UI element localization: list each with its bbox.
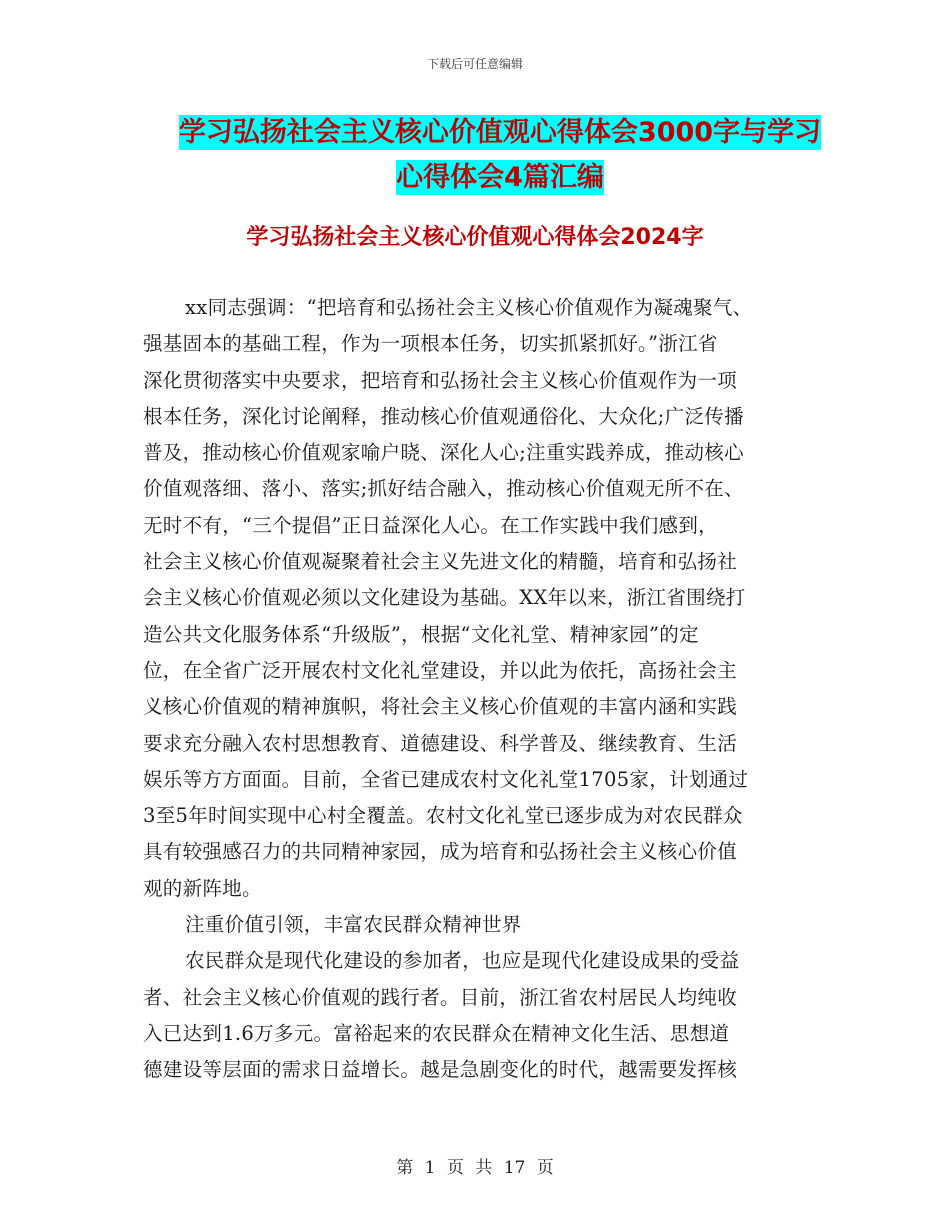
paragraph-line: 强基固本的基础工程，作为一项根本任务，切实抓紧抓好。”浙江省	[143, 332, 718, 356]
paragraph-line: 深化贯彻落实中央要求，把培育和弘扬社会主义核心价值观作为一项	[143, 368, 738, 392]
section-title: 学习弘扬社会主义核心价值观心得体会2024字	[246, 225, 704, 250]
paragraph-line: 入已达到1.6万多元。富裕起来的农民群众在精神文化生活、思想道	[143, 1021, 730, 1045]
paragraph-line: 具有较强感召力的共同精神家园，成为培育和弘扬社会主义核心价值	[143, 840, 738, 864]
paragraph-line: 要求充分融入农村思想教育、道德建设、科学普及、继续教育、生活	[143, 731, 738, 755]
header-note: 下载后可任意编辑	[426, 57, 523, 71]
title-line-2: 心得体会4篇汇编	[396, 162, 604, 193]
paragraph-line: 位，在全省广泛开展农村文化礼堂建设，并以此为依托，高扬社会主	[143, 658, 738, 682]
paragraph-line: 观的新阵地。	[143, 876, 262, 900]
paragraph-line: 普及，推动核心价值观家喻户晓、深化人心;注重实践养成，推动核心	[143, 441, 744, 465]
paragraph-line: xx同志强调：“把培育和弘扬社会主义核心价值观作为凝魂聚气、	[185, 296, 753, 319]
paragraph-line: 社会主义核心价值观凝聚着社会主义先进文化的精髓，培育和弘扬社	[143, 550, 738, 574]
section-heading: 注重价值引领，丰富农民群众精神世界	[185, 913, 522, 937]
paragraph-line: 造公共文化服务体系“升级版”，根据“文化礼堂、精神家园”的定	[143, 622, 699, 646]
paragraph-line: 德建设等层面的需求日益增长。越是急剧变化的时代，越需要发挥核	[143, 1058, 738, 1082]
paragraph-line: 根本任务，深化讨论阐释，推动核心价值观通俗化、大众化;广泛传播	[143, 404, 744, 428]
paragraph-line: 价值观落细、落小、落实;抓好结合融入，推动核心价值观无所不在、	[143, 477, 744, 501]
paragraph-line: 3至5年时间实现中心村全覆盖。农村文化礼堂已逐步成为对农民群众	[143, 804, 743, 828]
paragraph-line: 会主义核心价值观必须以文化建设为基础。XX年以来，浙江省围绕打	[143, 586, 746, 610]
paragraph-line: 无时不有，“三个提倡”正日益深化人心。在工作实践中我们感到，	[143, 513, 718, 537]
paragraph-line: 农民群众是现代化建设的参加者，也应是现代化建设成果的受益	[185, 949, 740, 973]
paragraph-line: 者、社会主义核心价值观的践行者。目前，浙江省农村居民人均纯收	[143, 985, 738, 1009]
paragraph-line: 娱乐等方方面面。目前，全省已建成农村文化礼堂1705家，计划通过	[143, 767, 749, 791]
document-title	[140, 110, 860, 200]
page-footer: 第 1 页 共 17 页	[396, 1158, 554, 1178]
title-line-1: 学习弘扬社会主义核心价值观心得体会3000字与学习	[178, 117, 822, 148]
body-text	[143, 290, 813, 1089]
paragraph-line: 义核心价值观的精神旗帜，将社会主义核心价值观的丰富内涵和实践	[143, 695, 738, 719]
